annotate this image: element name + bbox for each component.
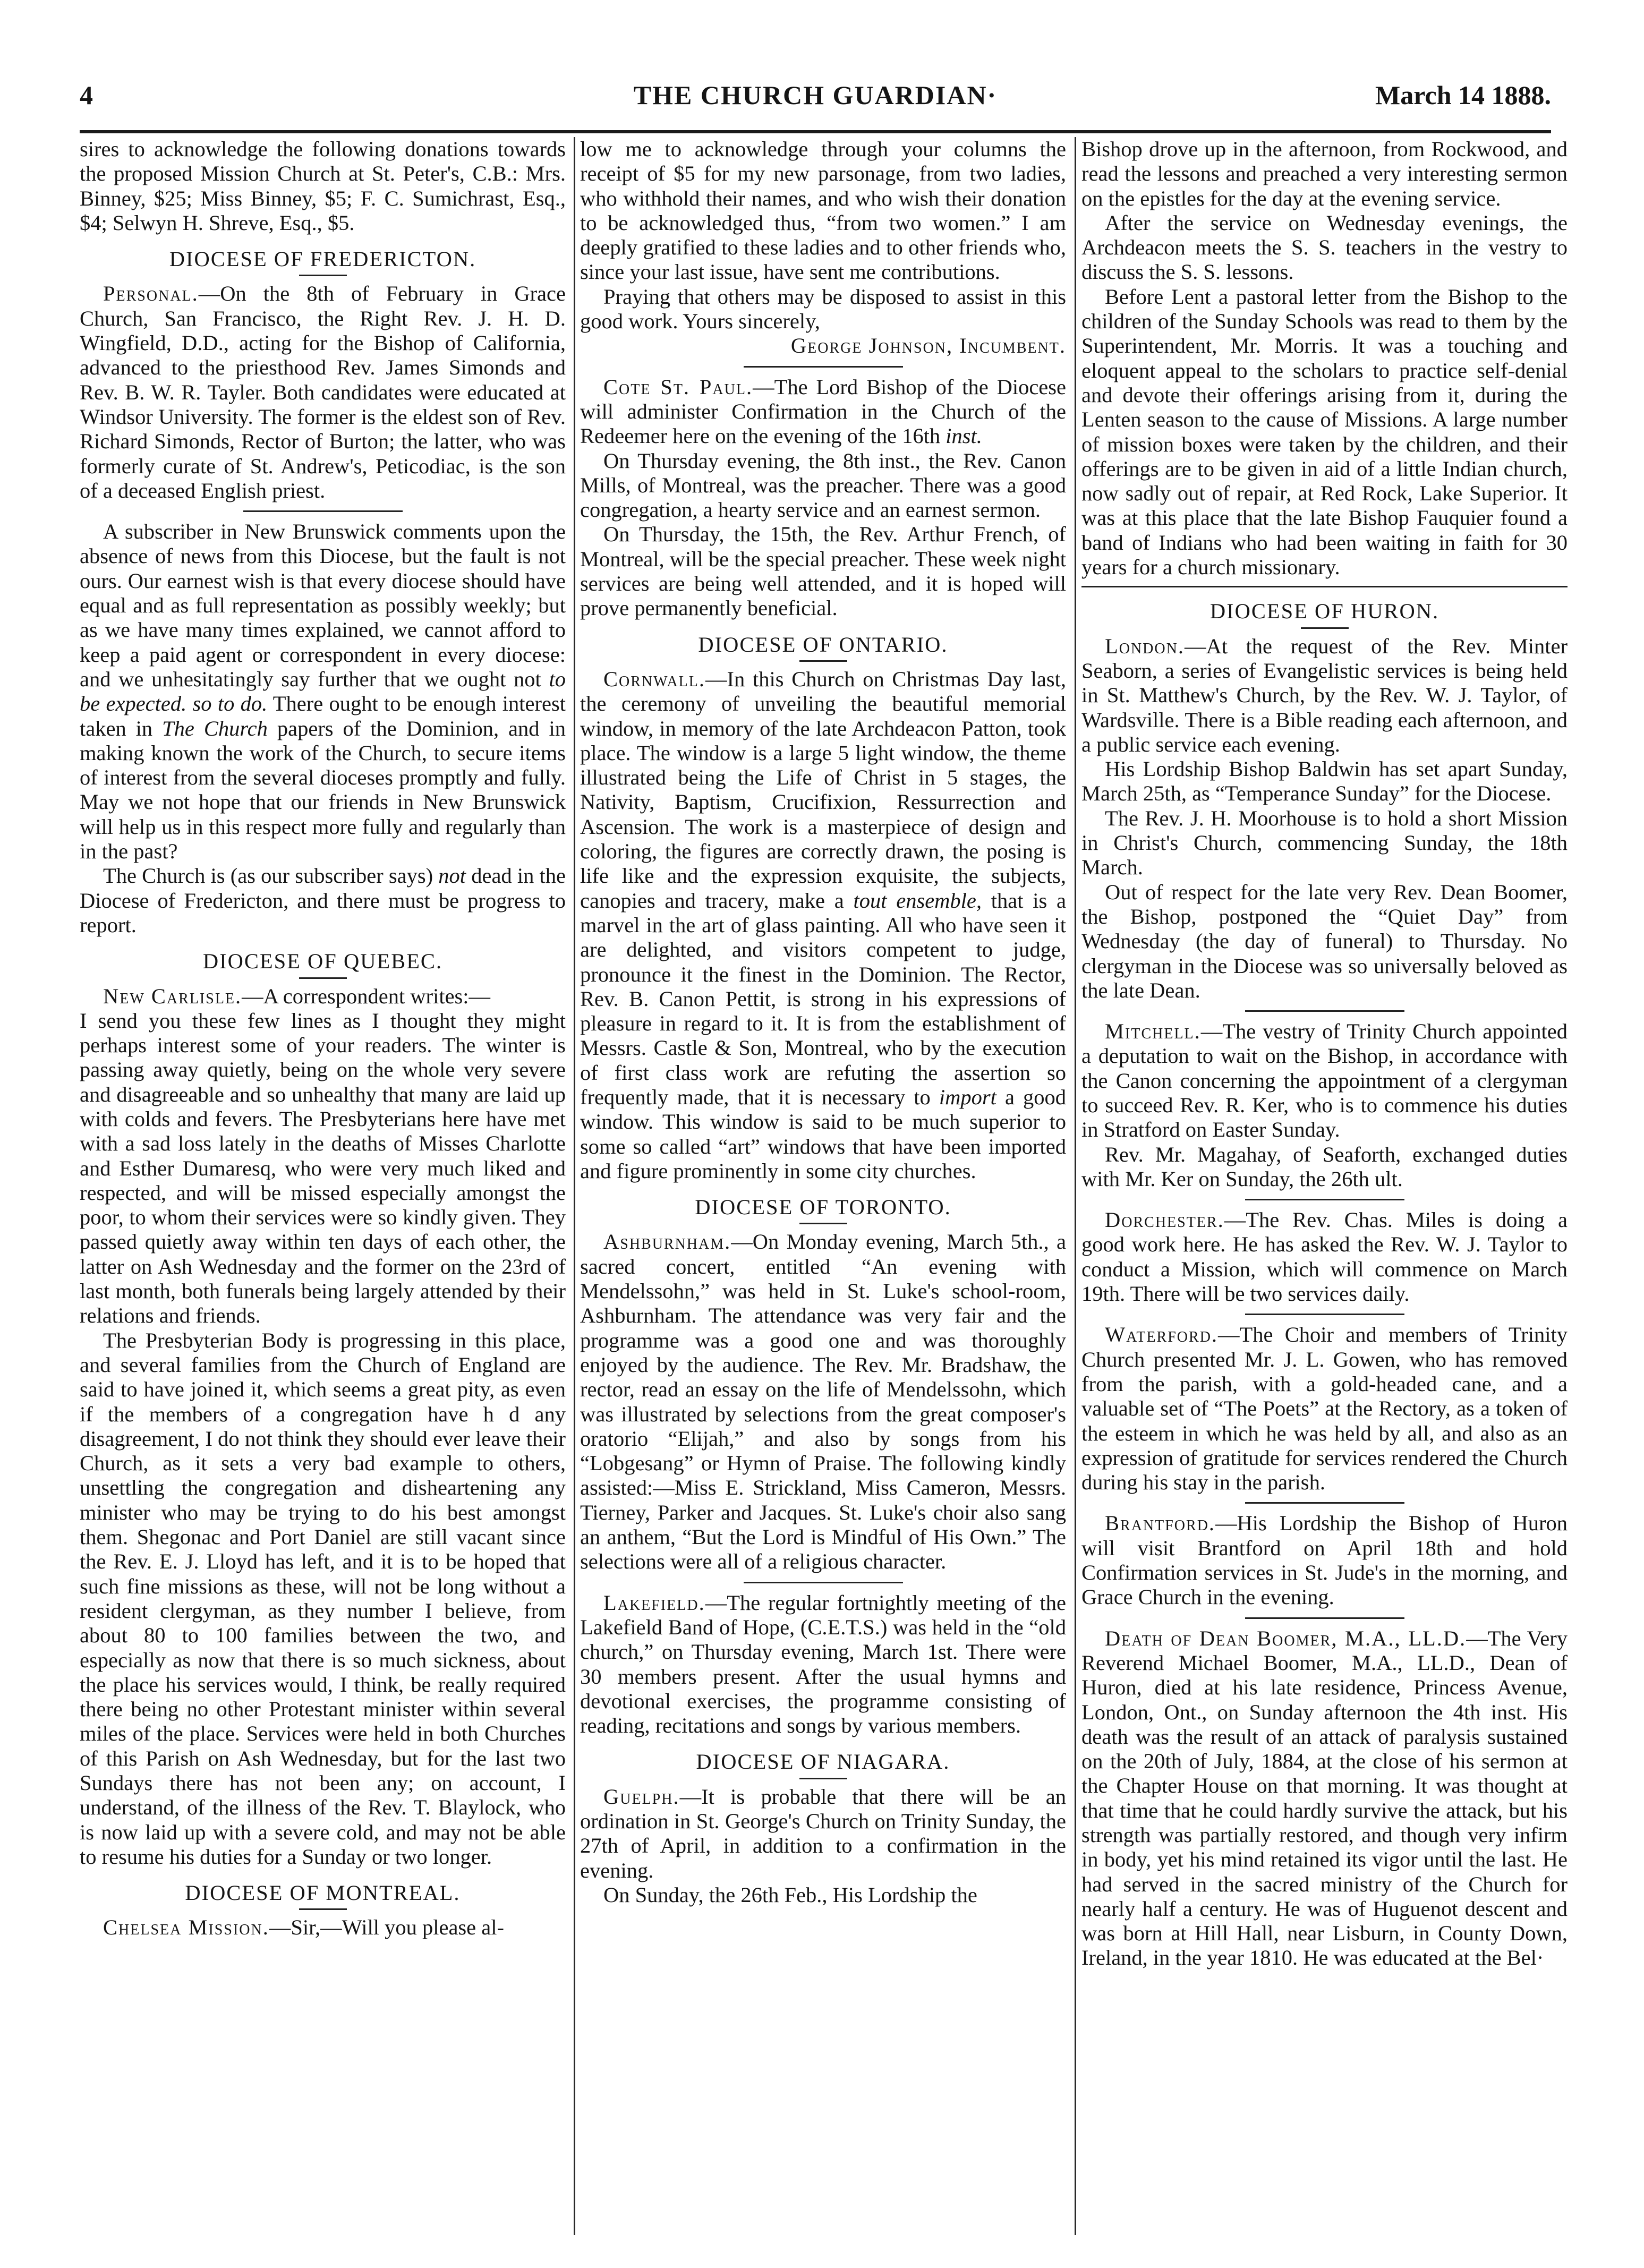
- article-paragraph: [1081, 211, 1568, 285]
- paragraph-text: The Church is (as our subscriber says) not dead in the Diocese of Fredericton, and there must be progress to report.: [80, 864, 566, 937]
- news-item: [580, 1230, 1066, 1574]
- item-dateline: Dorchester.: [1105, 1208, 1224, 1232]
- article-paragraph: [1081, 757, 1568, 806]
- section-divider: [1245, 1314, 1404, 1315]
- section-divider: [1245, 1010, 1404, 1012]
- paragraph-text: Out of respect for the late very Rev. Dean Boomer, the Bishop, postponed the “Quiet Day” from Wednesday (the day of funeral) to Thursday. No clergyman in the Diocese was so universally beloved as the late Dean.: [1081, 880, 1568, 1002]
- news-item: [80, 984, 566, 1009]
- heading-rule: [799, 1778, 847, 1779]
- paragraph-text: —Sir,—Will you please al-: [269, 1915, 505, 1940]
- article-paragraph: [580, 285, 1066, 334]
- paragraph-text: —The Rev. Chas. Miles is doing a good work here. He has asked the Rev. W. J. Taylor to conduct a Mission, which will commence on March 19th. There will be two services daily.: [1081, 1208, 1568, 1306]
- news-item: [80, 282, 566, 503]
- article-paragraph: [1081, 1142, 1568, 1192]
- paragraph-text: sires to acknowledge the following donations towards the proposed Mission Church at St. Peter's, C.B.: Mrs. Binney, $25; Miss Binney, $5; F. C. Sumichrast, Esq., $4; Selwyn H. Shreve, Esq., $5.: [80, 137, 566, 235]
- article-paragraph: [1081, 880, 1568, 1003]
- paragraph-text: —On Monday evening, March 5th., a sacred concert, entitled “An evening with Mendelssohn,” was held in St. Luke's school-room, Ashburnham. The attendance was very fair and the programme was a good one and was thoroughly enjoyed by the audience. The Rev. Mr. Bradshaw, the rector, read an essay on the life of Mendelssohn, which was illustrated by selections from the great composer's oratorio “Elijah,” and also by songs from his “Lobgesang” or Hymn of Praise. The following kindly assisted:—Miss E. Strickland, Miss Cameron, Messrs. Tierney, Parker and Jacques. St. Luke's choir also sang an anthem, “But the Lord is Mindful of His Own.” The selections were all of a religious character.: [580, 1230, 1066, 1574]
- paragraph-text: low me to acknowledge through your columns the receipt of $5 for my new parsonage, from two ladies, who withhold their names, and who wish their donation to be acknowledged thus, “from two women.” I am deeply gratified to these ladies and to other friends who, since your last issue, have sent me contributions.: [580, 137, 1066, 284]
- news-item: [1081, 1511, 1568, 1609]
- section-divider: [1245, 1617, 1404, 1619]
- item-dateline: London.: [1105, 634, 1185, 658]
- item-dateline: New Carlisle.: [103, 984, 242, 1008]
- item-dateline: Lakefield.: [603, 1590, 705, 1615]
- section-heading: DIOCESE OF ONTARIO.: [698, 632, 948, 656]
- section-divider: [1245, 1199, 1404, 1200]
- paragraph-text: —On the 8th of February in Grace Church, San Francisco, the Right Rev. J. H. D. Wingfield, D.D., acting for the Bishop of California, advanced to the priesthood Rev. James Simonds and Rev. B. W. R. Tayler. Both candidates were educated at Windsor University. The former is the eldest son of Rev. Richard Simonds, Rector of Burton; the latter, who was formerly curate of St. Andrew's, Peticodiac, is the son of a deceased English priest.: [80, 282, 566, 502]
- heading-rule: [299, 275, 347, 276]
- paragraph-text: Rev. Mr. Magahay, of Seaforth, exchanged duties with Mr. Ker on Sunday, the 26th ult.: [1081, 1142, 1568, 1191]
- section-heading: DIOCESE OF MONTREAL.: [185, 1881, 461, 1905]
- paragraph-text: —His Lordship the Bishop of Huron will visit Brantford on April 18th and hold Confirmation services in St. Jude's in the morning, and Grace Church in the evening.: [1081, 1511, 1568, 1609]
- paragraph-text: The Presbyterian Body is progressing in this place, and several families from the Church of England are said to have joined it, which seems a great pity, as even if the members of a congregation have h d any disagreement, I do not think they should ever leave their Church, as it sets a very bad example to others, unsettling the congregation and disheartening any minister who may be trying to do his best amongst them. Shegonac and Port Daniel are still vacant since the Rev. E. J. Lloyd has left, and it is to be hoped that such fine missions as these, will not be long without a resident clergyman, as they number I believe, from about 80 to 100 families between the two, and especially as now that there is so much sickness, about the place his services would, I think, be really required there being no other Protestant minister within several miles of the place. Services were held in both Churches of this Parish on Ash Wednesday, but for the last two Sundays there has not been any; on account, I understand, of the illness of the Rev. T. Blaylock, who is now laid up with a severe cold, and may not be able to resume his duties for a Sunday or two longer.: [80, 1328, 566, 1869]
- news-item: [80, 1915, 566, 1940]
- paragraph-text: On Sunday, the 26th Feb., His Lordship the: [603, 1882, 977, 1907]
- section-heading: DIOCESE OF FREDERICTON.: [169, 247, 476, 271]
- paragraph-text: Before Lent a pastoral letter from the Bishop to the children of the Sunday Schools was read to them by the Superintendent, Mr. Morris. It was a touching and eloquent appeal to the scholars to practice self-denial and devote their offerings arising from it, during the Lenten season to the cause of Missions. A large number of mission boxes were taken by the children, and their offerings are to be given in aid of a little Indian church, now sadly out of repair, at Red Rock, Lake Superior. It was at this place that the late Bishop Fauquier found a band of Indians who had been waiting in faith for 30 years for a church missionary.: [1081, 284, 1568, 579]
- item-dateline: Death of Dean Boomer, M.A., LL.D.: [1105, 1626, 1467, 1650]
- section-divider: [243, 510, 403, 512]
- heading-rule: [299, 1908, 347, 1910]
- paragraph-text: —It is probable that there will be an ordination in St. George's Church on Trinity Sunday, the 27th of April, in addition to a confirmation in the evening.: [580, 1784, 1066, 1882]
- paragraph-text: On Thursday, the 15th, the Rev. Arthur French, of Montreal, will be the special preacher. These week night services are being well attended, and it is hoped will prove permanently beneficial.: [580, 522, 1066, 620]
- article-paragraph: [80, 1009, 566, 1328]
- item-dateline: Guelph.: [603, 1784, 680, 1809]
- item-dateline: Brantford.: [1105, 1511, 1216, 1536]
- paragraph-text: —The regular fortnightly meeting of the Lakefield Band of Hope, (C.E.T.S.) was held in the “old church,” on Thursday evening, March 1st. There were 30 members present. After the usual hymns and devotional exercises, the programme consisting of reading, recitations and songs by various members.: [580, 1590, 1066, 1738]
- item-dateline: Waterford.: [1105, 1323, 1219, 1347]
- news-item: [1081, 1323, 1568, 1495]
- heading-rule: [1301, 627, 1349, 629]
- heading-rule: [799, 1223, 847, 1224]
- column-3: [1081, 137, 1568, 2235]
- letter-signature: [580, 334, 1066, 358]
- signature-text: George Johnson, Incumbent.: [790, 334, 1066, 358]
- masthead: [80, 80, 1551, 122]
- masthead-rule: [80, 130, 1551, 133]
- section-divider: [1081, 586, 1568, 587]
- paragraph-text: The Rev. J. H. Moorhouse is to hold a short Mission in Christ's Church, commencing Sunday, the 18th March.: [1081, 806, 1568, 880]
- item-dateline: Ashburnham.: [603, 1230, 731, 1254]
- item-dateline: Cote St. Paul.: [603, 374, 753, 399]
- section-divider: [744, 366, 903, 368]
- news-item: [1081, 1626, 1568, 1971]
- paragraph-text: —A correspondent writes:—: [242, 984, 491, 1008]
- article-paragraph: [1081, 806, 1568, 880]
- news-item: [1081, 1208, 1568, 1306]
- paragraph-text: —The Choir and members of Trinity Church presented Mr. J. L. Gowen, who has removed from the parish, with a gold-headed cane, and a valuable set of “The Poets” at the Rectory, as a token of the esteem in which he was held by all, and also as an expression of gratitude for services rendered the Church during his stay in the parish.: [1081, 1323, 1568, 1495]
- section-heading: DIOCESE OF QUEBEC.: [202, 949, 443, 974]
- section-divider: [1245, 1502, 1404, 1504]
- section-divider: [744, 1582, 903, 1583]
- news-item: [580, 1785, 1066, 1883]
- paragraph-text: —In this Church on Christmas Day last, the ceremony of unveiling the beautiful memorial window, in memory of the late Archdeacon Patton, took place. The window is a large 5 light window, the theme illustrated being the Life of Christ in 5 stages, the Nativity, Baptism, Crucifixion, Ressurrection and Ascension. The work is a masterpiece of design and coloring, the figures are correctly drawn, the posing is life like and the expression exquisite, the subjects, canopies and tracery, make a tout ensemble, that is a marvel in the art of glass painting. All who have seen it are delighted, and visitors competent to judge, pronounce it the finest in the Dominion. The Rector, Rev. B. Canon Pettit, is strong in his expressions of pleasure in regard to it. It is from the establishment of Messrs. Castle & Son, Montreal, who by the execution of first class work are refuting the assertion so frequently made, that it is necessary to import a good window. This window is said to be much superior to some so called “art” windows that have been imported and figure prominently in some city churches.: [580, 667, 1066, 1183]
- article-paragraph: [80, 519, 566, 864]
- heading-rule: [799, 660, 847, 662]
- article-paragraph: [1081, 285, 1568, 580]
- article-paragraph: [80, 864, 566, 937]
- paragraph-text: Bishop drove up in the afternoon, from Rockwood, and read the lessons and preached a very interesting sermon on the epistles for the day at the evening service.: [1081, 137, 1568, 210]
- article-paragraph: [580, 1883, 1066, 1907]
- page-number: 4: [80, 80, 93, 110]
- news-item: [580, 667, 1066, 1183]
- section-heading: DIOCESE OF HURON.: [1209, 599, 1439, 624]
- news-item: [580, 1591, 1066, 1738]
- item-dateline: Personal.: [103, 282, 199, 306]
- article-paragraph: [580, 522, 1066, 620]
- paragraph-text: His Lordship Bishop Baldwin has set apart Sunday, March 25th, as “Temperance Sunday” for the Diocese.: [1081, 757, 1568, 806]
- paragraph-text: After the service on Wednesday evenings, the Archdeacon meets the S. S. teachers in the vestry to discuss the S. S. lessons.: [1081, 210, 1568, 284]
- article-paragraph: [580, 137, 1066, 285]
- heading-rule: [299, 977, 347, 979]
- paragraph-text: A subscriber in New Brunswick comments upon the absence of news from this Diocese, but the fault is not ours. Our earnest wish is that every diocese should have equal and as full representation as possibly weekly; but as we have many times explained, we cannot afford to keep a paid agent or correspondent in every diocese: and we unhesitatingly say further that we ought not to be expected. so to do. There ought to be enough interest taken in The Church papers of the Dominion, and in making known the work of the Church, to secure items of interest from the several dioceses promptly and fully. May we not hope that our friends in New Brunswick will help us in this respect more fully and regularly than in the past?: [80, 519, 566, 864]
- article-paragraph: [1081, 137, 1568, 211]
- paragraph-text: —The Very Reverend Michael Boomer, M.A., LL.D., Dean of Huron, died at his late residence, Princess Avenue, London, Ont., on Sunday afternoon the 4th inst. His death was the result of an attack of paralysis sustained on the 20th of July, 1884, at the close of his sermon at the Chapter House on that morning. It was thought at that time that he could hardly survive the attack, but his strength was partially restored, and though very infirm in body, yet his mind retained its vigor until the last. He had served in the sacred ministry of the Church for nearly half a century. He was of Huguenot descent and was born at Hill Hall, near Lisburn, in County Down, Ireland, in the year 1810. He was educated at the Bel·: [1081, 1626, 1568, 1970]
- paragraph-text: I send you these few lines as I thought they might perhaps interest some of your readers. The winter is passing away quietly, being on the whole very severe and disagreeable and so unhealthy that many are laid up with colds and fevers. The Presbyterians here have met with a sad loss lately in the deaths of Misses Charlotte and Esther Dumaresq, who were very much liked and respected, and will be missed especially amongst the poor, to whom their services were so kindly given. They passed quietly away within ten days of each other, the latter on Ash Wednesday and the former on the 23rd of last month, both funerals being largely attended by their relations and friends.: [80, 1008, 566, 1328]
- paragraph-text: —The Lord Bishop of the Diocese will administer Confirmation in the Church of the Redeemer here on the evening of the 16th inst.: [580, 374, 1066, 448]
- paragraph-text: —The vestry of Trinity Church appointed a deputation to wait on the Bishop, in accordance with the Canon concerning the appointment of a clergyman to succeed Rev. R. Ker, who is to commence his duties in Stratford on Easter Sunday.: [1081, 1019, 1568, 1142]
- item-dateline: Mitchell.: [1105, 1019, 1201, 1044]
- paragraph-text: Praying that others may be disposed to assist in this good work. Yours sincerely,: [580, 284, 1066, 334]
- column-1: [80, 137, 566, 2235]
- news-item: [1081, 634, 1568, 757]
- newspaper-title: THE CHURCH GUARDIAN·: [633, 80, 998, 110]
- article-paragraph: [80, 1328, 566, 1870]
- issue-date: March 14 1888.: [1375, 80, 1551, 110]
- column-divider: [574, 137, 575, 2235]
- paragraph-text: —At the request of the Rev. Minter Seaborn, a series of Evangelistic services is being held in St. Matthew's Church, by the Rev. W. J. Taylor, of Wardsville. There is a Bible reading each afternoon, and a public service each evening.: [1081, 634, 1568, 756]
- section-heading: DIOCESE OF NIAGARA.: [696, 1750, 950, 1774]
- news-item: [580, 375, 1066, 449]
- article-paragraph: [80, 137, 566, 235]
- item-dateline: Chelsea Mission.: [103, 1915, 269, 1940]
- column-divider: [1075, 137, 1076, 2235]
- column-2: [580, 137, 1066, 2235]
- news-item: [1081, 1019, 1568, 1142]
- section-heading: DIOCESE OF TORONTO.: [695, 1195, 951, 1220]
- paragraph-text: On Thursday evening, the 8th inst., the Rev. Canon Mills, of Montreal, was the preacher. There was a good congregation, a hearty service and an earnest sermon.: [580, 448, 1066, 522]
- article-paragraph: [580, 449, 1066, 523]
- item-dateline: Cornwall.: [603, 667, 706, 691]
